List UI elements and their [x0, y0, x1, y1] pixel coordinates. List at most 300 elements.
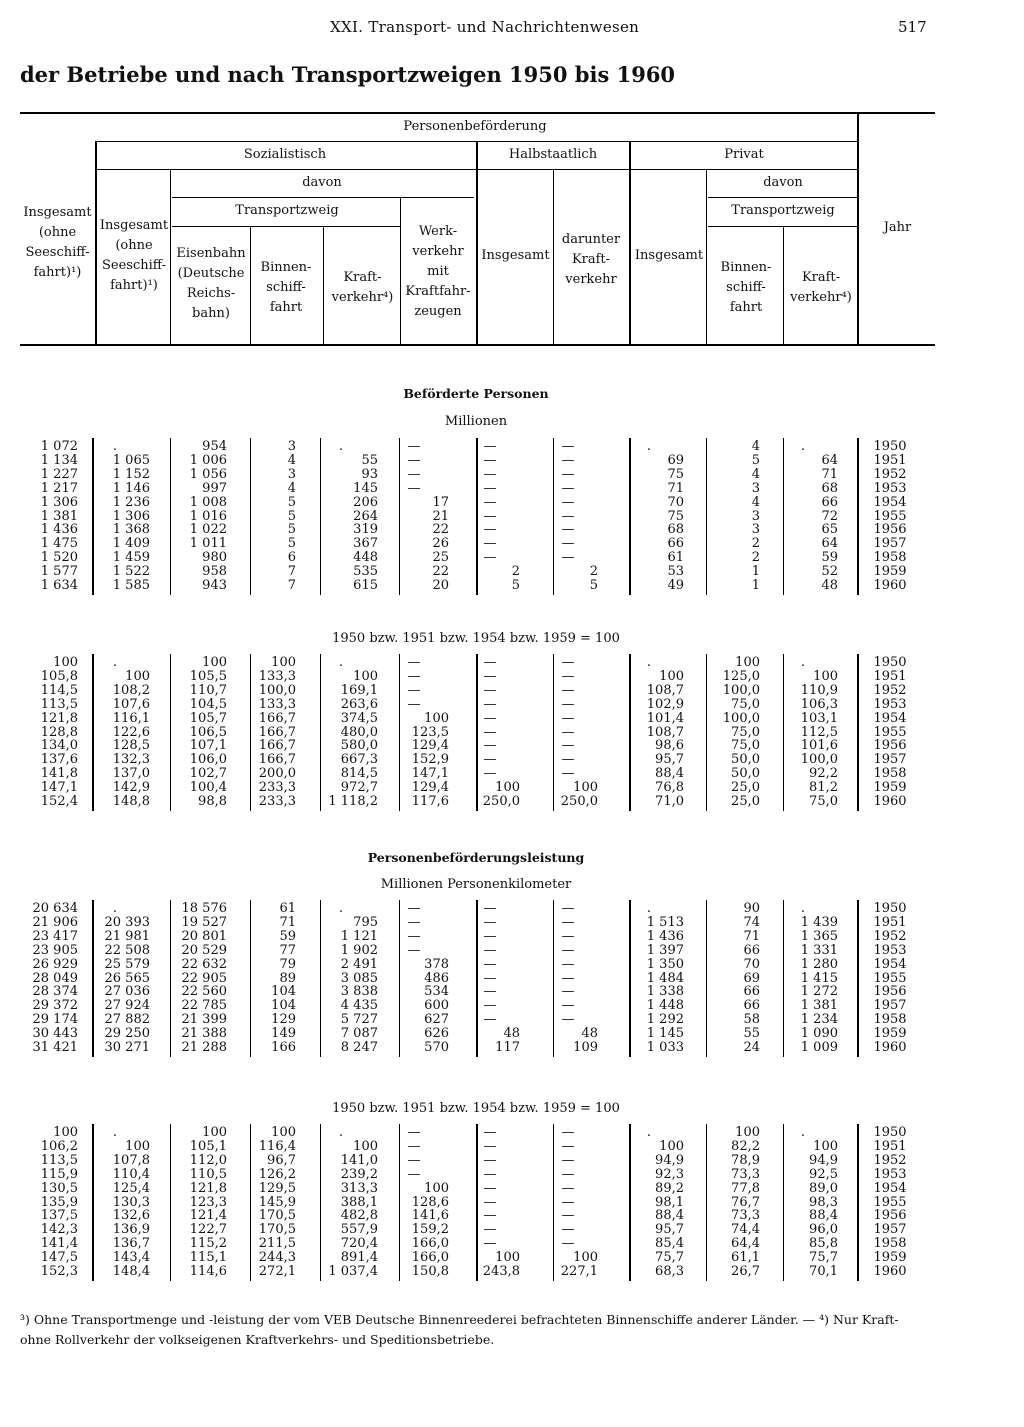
- cell-soz-insgesamt: 122,6: [112, 724, 150, 740]
- cell-halb-kraftverkehr: —: [561, 1138, 575, 1154]
- table-row: [0, 985, 1024, 999]
- cell-soz-insgesamt: 30 271: [104, 1040, 150, 1055]
- cell-privat-kraft: 88,4: [809, 1208, 838, 1224]
- cell-privat-insgesamt: 1 033: [646, 1040, 684, 1055]
- cell-halb-insgesamt: —: [483, 901, 497, 916]
- cell-eisenbahn: 21 288: [181, 1040, 227, 1055]
- cell-binnenschiffahrt: 5: [287, 508, 296, 524]
- cell-soz-insgesamt: 27 036: [104, 984, 150, 1000]
- header-jahr-line: Jahr: [883, 220, 912, 235]
- cell-kraftverkehr: 448: [353, 550, 378, 566]
- cell-privat-kraft: 68: [821, 480, 838, 496]
- cell-privat-kraft: 100: [813, 1138, 838, 1154]
- cell-binnenschiffahrt: 3: [287, 466, 296, 482]
- cell-binnenschiffahrt: 59: [279, 928, 296, 944]
- cell-binnenschiffahrt: 89: [279, 970, 296, 986]
- cell-soz-insgesamt: 1 585: [112, 578, 150, 593]
- cell-privat-insgesamt: 53: [667, 564, 684, 580]
- cell-insgesamt: 113,5: [40, 696, 78, 712]
- cell-privat-insgesamt: 68,3: [655, 1264, 684, 1279]
- header-davon-sozial: [172, 173, 472, 193]
- cell-kraftverkehr: 264: [353, 508, 378, 524]
- table-row: [0, 972, 1024, 986]
- cell-werkverkehr: —: [407, 914, 421, 930]
- cell-eisenbahn: 106,5: [189, 724, 227, 740]
- cell-privat-kraft: 85,8: [809, 1236, 838, 1252]
- cell-halb-insgesamt: —: [483, 970, 497, 986]
- cell-halb-insgesamt: —: [483, 655, 497, 670]
- cell-eisenbahn: 100: [202, 655, 227, 670]
- cell-privat-kraft: 1 381: [800, 998, 838, 1014]
- cell-halb-kraftverkehr: 48: [581, 1026, 598, 1042]
- cell-privat-insgesamt: 101,4: [646, 710, 684, 726]
- cell-jahr: 1956: [873, 1208, 907, 1224]
- cell-halb-insgesamt: 250,0: [482, 794, 520, 809]
- cell-privat-binnen: 3: [751, 522, 760, 538]
- cell-werkverkehr: —: [407, 1166, 421, 1182]
- cell-kraftverkehr: 615: [353, 578, 378, 593]
- cell-binnenschiffahrt: 5: [287, 522, 296, 538]
- cell-kraftverkehr: 891,4: [340, 1250, 378, 1266]
- cell-binnenschiffahrt: 100,0: [258, 682, 296, 698]
- cell-soz-insgesamt: 100: [125, 1138, 150, 1154]
- cell-halb-kraftverkehr: —: [561, 1180, 575, 1196]
- cell-jahr: 1956: [873, 984, 907, 1000]
- header-insg-ohne-seeschiff-line: (ohne: [38, 225, 77, 240]
- cell-halb-insgesamt: —: [483, 928, 497, 944]
- cell-jahr: 1952: [873, 682, 907, 698]
- section-subtitle: Millionen: [444, 414, 508, 429]
- cell-privat-kraft: 98,3: [809, 1194, 838, 1210]
- cell-jahr: 1953: [873, 696, 907, 712]
- cell-privat-kraft: 100,0: [800, 752, 838, 768]
- cell-privat-kraft: 1 331: [800, 942, 838, 958]
- cell-privat-insgesamt: .: [646, 1125, 652, 1140]
- header-insg-ohne-seeschiff-line: Insgesamt: [23, 205, 92, 220]
- section-subtitle: 1950 bzw. 1951 bzw. 1954 bzw. 1959 = 100: [332, 631, 620, 646]
- cell-halb-kraftverkehr: —: [561, 928, 575, 944]
- cell-halb-insgesamt: —: [483, 1194, 497, 1210]
- cell-werkverkehr: —: [407, 668, 421, 684]
- cell-insgesamt: 23 905: [32, 942, 78, 958]
- cell-soz-insgesamt: 130,3: [112, 1194, 150, 1210]
- header-privat-kraft-line: Kraft-: [801, 270, 841, 285]
- header-privat-binnen-line: fahrt: [729, 300, 763, 315]
- cell-halb-kraftverkehr: —: [561, 1166, 575, 1182]
- cell-werkverkehr: 25: [432, 550, 449, 566]
- cell-halb-kraftverkehr: 100: [573, 780, 598, 796]
- header-personenbefoerderung: [95, 117, 855, 137]
- cell-halb-kraftverkehr: 5: [589, 578, 598, 593]
- cell-privat-insgesamt: 66: [667, 536, 684, 552]
- cell-binnenschiffahrt: 166,7: [258, 724, 296, 740]
- header-werkverkehr-line: zeugen: [414, 304, 462, 319]
- cell-privat-insgesamt: 69: [667, 452, 684, 468]
- cell-soz-insgesamt: 107,8: [112, 1152, 150, 1168]
- cell-werkverkehr: 141,6: [411, 1208, 449, 1224]
- cell-insgesamt: 23 417: [32, 928, 78, 944]
- cell-privat-binnen: 74,4: [731, 1222, 760, 1238]
- cell-privat-binnen: 3: [751, 508, 760, 524]
- cell-binnenschiffahrt: 166,7: [258, 710, 296, 726]
- cell-werkverkehr: 20: [432, 578, 449, 593]
- cell-halb-insgesamt: 100: [495, 780, 520, 796]
- cell-soz-insgesamt: 27 924: [104, 998, 150, 1014]
- cell-soz-insgesamt: 1 306: [112, 508, 150, 524]
- cell-kraftverkehr: 100: [353, 668, 378, 684]
- cell-insgesamt: 141,8: [40, 766, 78, 782]
- cell-werkverkehr: 150,8: [411, 1264, 449, 1279]
- cell-privat-kraft: 66: [821, 494, 838, 510]
- cell-jahr: 1959: [873, 780, 907, 796]
- cell-halb-kraftverkehr: —: [561, 508, 575, 524]
- cell-jahr: 1954: [873, 956, 907, 972]
- table-row: [0, 1265, 1024, 1279]
- table-row: [0, 537, 1024, 551]
- cell-kraftverkehr: 814,5: [340, 766, 378, 782]
- cell-eisenbahn: 110,5: [189, 1166, 227, 1182]
- cell-halb-insgesamt: 117: [495, 1040, 520, 1055]
- header-eisenbahn-line: Reichs-: [186, 286, 236, 301]
- header-rule-tz-sozial: [172, 226, 400, 227]
- cell-privat-binnen: 58: [743, 1012, 760, 1028]
- cell-insgesamt: 141,4: [40, 1236, 78, 1252]
- table-row: [0, 656, 1024, 670]
- cell-privat-kraft: 64: [821, 452, 838, 468]
- cell-jahr: 1950: [873, 655, 907, 670]
- cell-soz-insgesamt: 1 065: [112, 452, 150, 468]
- cell-privat-kraft: 75,0: [809, 794, 838, 809]
- cell-insgesamt: 128,8: [40, 724, 78, 740]
- cell-privat-insgesamt: 88,4: [655, 1208, 684, 1224]
- cell-halb-kraftverkehr: —: [561, 942, 575, 958]
- cell-kraftverkehr: 100: [353, 1138, 378, 1154]
- cell-insgesamt: 1 520: [40, 550, 78, 566]
- cell-binnenschiffahrt: 133,3: [258, 696, 296, 712]
- table-row: [0, 726, 1024, 740]
- header-eisenbahn: [172, 244, 250, 324]
- table-row: [0, 753, 1024, 767]
- cell-halb-insgesamt: —: [483, 1180, 497, 1196]
- table-row: [0, 510, 1024, 524]
- cell-privat-insgesamt: 89,2: [655, 1180, 684, 1196]
- header-soz-insg-line: fahrt)¹): [110, 278, 158, 293]
- table-row: [0, 712, 1024, 726]
- footnote-line-2: ohne Rollverkehr der volkseigenen Kraftverkehrs- und Speditionsbetriebe.: [20, 1332, 495, 1347]
- cell-privat-kraft: 1 439: [800, 914, 838, 930]
- header-werkverkehr-line: verkehr: [412, 244, 464, 259]
- header-werkverkehr-line: Werk-: [418, 224, 458, 239]
- header-binnenschiffahrt-line: schiff-: [266, 280, 306, 295]
- cell-binnenschiffahrt: 71: [279, 914, 296, 930]
- cell-privat-kraft: .: [800, 439, 806, 454]
- cell-privat-kraft: 70,1: [809, 1264, 838, 1279]
- cell-halb-kraftverkehr: —: [561, 1194, 575, 1210]
- cell-werkverkehr: 22: [432, 522, 449, 538]
- cell-privat-insgesamt: 94,9: [655, 1152, 684, 1168]
- cell-halb-insgesamt: —: [483, 508, 497, 524]
- cell-halb-insgesamt: —: [483, 724, 497, 740]
- table-row: [0, 1209, 1024, 1223]
- cell-binnenschiffahrt: 7: [287, 578, 296, 593]
- cell-halb-kraftverkehr: —: [561, 668, 575, 684]
- cell-privat-binnen: 1: [751, 564, 760, 580]
- cell-privat-binnen: 73,3: [731, 1208, 760, 1224]
- cell-binnenschiffahrt: 4: [287, 480, 296, 496]
- cell-jahr: 1954: [873, 494, 907, 510]
- cell-kraftverkehr: 557,9: [340, 1222, 378, 1238]
- cell-privat-binnen: 2: [751, 536, 760, 552]
- cell-jahr: 1957: [873, 536, 907, 552]
- cell-insgesamt: 1 227: [40, 466, 78, 482]
- page-title: der Betriebe und nach Transportzweigen 1950 bis 1960: [20, 62, 676, 87]
- cell-eisenbahn: 1 006: [189, 452, 227, 468]
- cell-binnenschiffahrt: 166,7: [258, 738, 296, 754]
- header-transportzweig-privat-line: Transportzweig: [731, 203, 835, 218]
- header-privat-insg: [630, 246, 708, 266]
- cell-binnenschiffahrt: 129: [271, 1012, 296, 1028]
- cell-privat-binnen: 75,0: [731, 696, 760, 712]
- cell-soz-insgesamt: 27 882: [104, 1012, 150, 1028]
- cell-jahr: 1960: [873, 578, 907, 593]
- cell-soz-insgesamt: 148,4: [112, 1264, 150, 1279]
- cell-halb-insgesamt: 48: [503, 1026, 520, 1042]
- cell-kraftverkehr: 388,1: [340, 1194, 378, 1210]
- header-davon-privat: [708, 173, 858, 193]
- cell-halb-insgesamt: —: [483, 696, 497, 712]
- cell-soz-insgesamt: 29 250: [104, 1026, 150, 1042]
- cell-binnenschiffahrt: 79: [279, 956, 296, 972]
- cell-jahr: 1957: [873, 998, 907, 1014]
- cell-jahr: 1958: [873, 1012, 907, 1028]
- cell-eisenbahn: 105,1: [189, 1138, 227, 1154]
- cell-privat-kraft: 48: [821, 578, 838, 593]
- cell-jahr: 1960: [873, 1264, 907, 1279]
- cell-privat-binnen: 125,0: [722, 668, 760, 684]
- cell-kraftverkehr: 480,0: [340, 724, 378, 740]
- cell-halb-insgesamt: —: [483, 984, 497, 1000]
- header-insg-ohne-seeschiff: [20, 203, 95, 283]
- header-vline-6: [476, 141, 478, 344]
- cell-jahr: 1955: [873, 508, 907, 524]
- cell-werkverkehr: 147,1: [411, 766, 449, 782]
- cell-privat-kraft: .: [800, 655, 806, 670]
- cell-jahr: 1955: [873, 970, 907, 986]
- cell-insgesamt: 134,0: [40, 738, 78, 754]
- header-darunter-kraftverkehr-line: verkehr: [565, 272, 617, 287]
- cell-privat-insgesamt: 88,4: [655, 766, 684, 782]
- cell-privat-binnen: 3: [751, 480, 760, 496]
- header-kraftverkehr-line: verkehr⁴): [331, 290, 394, 305]
- cell-binnenschiffahrt: 100: [271, 655, 296, 670]
- cell-privat-insgesamt: 1 292: [646, 1012, 684, 1028]
- header-eisenbahn-line: bahn): [192, 306, 230, 321]
- header-transportzweig-sozial: [172, 201, 402, 221]
- cell-halb-kraftverkehr: —: [561, 1208, 575, 1224]
- cell-insgesamt: 147,5: [40, 1250, 78, 1266]
- header-darunter-kraftverkehr-line: Kraft-: [571, 252, 611, 267]
- cell-privat-insgesamt: .: [646, 655, 652, 670]
- cell-jahr: 1952: [873, 1152, 907, 1168]
- cell-eisenbahn: 22 560: [181, 984, 227, 1000]
- table-row: [0, 1251, 1024, 1265]
- cell-privat-binnen: 26,7: [731, 1264, 760, 1279]
- table-row: [0, 684, 1024, 698]
- cell-privat-kraft: 1 365: [800, 928, 838, 944]
- cell-kraftverkehr: 580,0: [340, 738, 378, 754]
- cell-eisenbahn: 121,4: [189, 1208, 227, 1224]
- cell-jahr: 1959: [873, 564, 907, 580]
- header-rule-davon-privat: [708, 197, 858, 198]
- header-privat-binnen-line: Binnen-: [720, 260, 772, 275]
- cell-privat-binnen: 66: [743, 998, 760, 1014]
- header-binnenschiffahrt-line: fahrt: [269, 300, 303, 315]
- cell-privat-kraft: 1 009: [800, 1040, 838, 1055]
- cell-eisenbahn: 954: [202, 439, 227, 454]
- cell-insgesamt: 1 072: [40, 439, 78, 454]
- cell-privat-kraft: .: [800, 1125, 806, 1140]
- table-row: [0, 1027, 1024, 1041]
- header-sozialistisch: [95, 145, 475, 165]
- header-personenbefoerderung-line: Personenbeförderung: [403, 119, 547, 134]
- cell-eisenbahn: 114,6: [189, 1264, 227, 1279]
- cell-soz-insgesamt: 1 146: [112, 480, 150, 496]
- cell-binnenschiffahrt: 4: [287, 452, 296, 468]
- cell-werkverkehr: 128,6: [411, 1194, 449, 1210]
- cell-eisenbahn: 1 011: [189, 536, 227, 552]
- header-jahr: [860, 218, 935, 238]
- cell-binnenschiffahrt: 233,3: [258, 780, 296, 796]
- cell-kraftverkehr: 141,0: [340, 1152, 378, 1168]
- cell-halb-kraftverkehr: —: [561, 1236, 575, 1252]
- cell-kraftverkehr: 720,4: [340, 1236, 378, 1252]
- cell-binnenschiffahrt: 211,5: [258, 1236, 296, 1252]
- cell-privat-insgesamt: 85,4: [655, 1236, 684, 1252]
- cell-jahr: 1951: [873, 668, 907, 684]
- cell-halb-kraftverkehr: —: [561, 724, 575, 740]
- header-vline-3: [250, 226, 251, 344]
- cell-werkverkehr: 100: [424, 710, 449, 726]
- cell-binnenschiffahrt: 233,3: [258, 794, 296, 809]
- cell-werkverkehr: —: [407, 480, 421, 496]
- table-row: [0, 1126, 1024, 1140]
- cell-privat-insgesamt: 71,0: [655, 794, 684, 809]
- cell-binnenschiffahrt: 133,3: [258, 668, 296, 684]
- table-row: [0, 958, 1024, 972]
- cell-insgesamt: 1 134: [40, 452, 78, 468]
- cell-privat-insgesamt: 75,7: [655, 1250, 684, 1266]
- cell-jahr: 1957: [873, 752, 907, 768]
- cell-halb-kraftverkehr: —: [561, 710, 575, 726]
- cell-halb-insgesamt: —: [483, 439, 497, 454]
- cell-binnenschiffahrt: 5: [287, 494, 296, 510]
- cell-privat-kraft: 110,9: [800, 682, 838, 698]
- cell-soz-insgesamt: 1 152: [112, 466, 150, 482]
- header-soz-insg-line: Seeschiff-: [102, 258, 166, 273]
- cell-kraftverkehr: .: [338, 439, 344, 454]
- table-row: [0, 739, 1024, 753]
- header-insg-ohne-seeschiff-line: fahrt)¹): [33, 265, 82, 280]
- cell-werkverkehr: 17: [432, 494, 449, 510]
- header-eisenbahn-line: (Deutsche: [177, 266, 245, 281]
- cell-kraftverkehr: 374,5: [340, 710, 378, 726]
- cell-jahr: 1954: [873, 1180, 907, 1196]
- cell-binnenschiffahrt: 145,9: [258, 1194, 296, 1210]
- cell-werkverkehr: 129,4: [411, 738, 449, 754]
- cell-kraftverkehr: 1 121: [340, 928, 378, 944]
- header-vline-8: [629, 141, 631, 344]
- cell-privat-kraft: 1 415: [800, 970, 838, 986]
- cell-eisenbahn: 107,1: [189, 738, 227, 754]
- section-subtitle: 1950 bzw. 1951 bzw. 1954 bzw. 1959 = 100: [332, 1101, 620, 1116]
- header-darunter-kraftverkehr: [554, 230, 628, 290]
- header-vline-5: [400, 197, 401, 344]
- header-vline-9: [706, 169, 707, 344]
- cell-werkverkehr: —: [407, 452, 421, 468]
- cell-halb-insgesamt: —: [483, 914, 497, 930]
- cell-privat-binnen: 2: [751, 550, 760, 566]
- cell-werkverkehr: 100: [424, 1180, 449, 1196]
- cell-kraftverkehr: 3 085: [340, 970, 378, 986]
- cell-binnenschiffahrt: 7: [287, 564, 296, 580]
- cell-binnenschiffahrt: 100: [271, 1125, 296, 1140]
- cell-werkverkehr: 534: [424, 984, 449, 1000]
- cell-eisenbahn: 1 008: [189, 494, 227, 510]
- cell-eisenbahn: 19 527: [181, 914, 227, 930]
- cell-privat-insgesamt: 98,1: [655, 1194, 684, 1210]
- cell-privat-insgesamt: 1 436: [646, 928, 684, 944]
- cell-werkverkehr: 600: [424, 998, 449, 1014]
- cell-jahr: 1958: [873, 1236, 907, 1252]
- header-transportzweig-sozial-line: Transportzweig: [235, 203, 339, 218]
- cell-halb-kraftverkehr: —: [561, 1222, 575, 1238]
- cell-halb-kraftverkehr: —: [561, 480, 575, 496]
- table-row: [0, 496, 1024, 510]
- cell-jahr: 1955: [873, 724, 907, 740]
- cell-soz-insgesamt: 100: [125, 668, 150, 684]
- cell-eisenbahn: 22 905: [181, 970, 227, 986]
- header-kraftverkehr: [325, 268, 400, 308]
- cell-eisenbahn: 18 576: [181, 901, 227, 916]
- cell-kraftverkehr: 972,7: [340, 780, 378, 796]
- header-werkverkehr-line: Kraftfahr-: [405, 284, 471, 299]
- cell-soz-insgesamt: 137,0: [112, 766, 150, 782]
- header-halb-insg: [478, 246, 553, 266]
- cell-privat-binnen: 4: [751, 439, 760, 454]
- cell-privat-insgesamt: .: [646, 901, 652, 916]
- cell-werkverkehr: 378: [424, 956, 449, 972]
- cell-eisenbahn: 106,0: [189, 752, 227, 768]
- cell-eisenbahn: 21 388: [181, 1026, 227, 1042]
- cell-eisenbahn: 980: [202, 550, 227, 566]
- header-darunter-kraftverkehr-line: darunter: [561, 232, 621, 247]
- cell-privat-binnen: 78,9: [731, 1152, 760, 1168]
- table-row: [0, 795, 1024, 809]
- cell-jahr: 1951: [873, 914, 907, 930]
- cell-privat-kraft: 103,1: [800, 710, 838, 726]
- cell-halb-kraftverkehr: —: [561, 998, 575, 1014]
- cell-eisenbahn: 115,1: [189, 1250, 227, 1266]
- header-privat-line: Privat: [724, 147, 764, 162]
- cell-halb-kraftverkehr: —: [561, 466, 575, 482]
- cell-binnenschiffahrt: 129,5: [258, 1180, 296, 1196]
- cell-soz-insgesamt: 20 393: [104, 914, 150, 930]
- cell-halb-insgesamt: —: [483, 452, 497, 468]
- table-row: [0, 1237, 1024, 1251]
- cell-privat-kraft: 1 272: [800, 984, 838, 1000]
- cell-insgesamt: 106,2: [40, 1138, 78, 1154]
- cell-werkverkehr: —: [407, 466, 421, 482]
